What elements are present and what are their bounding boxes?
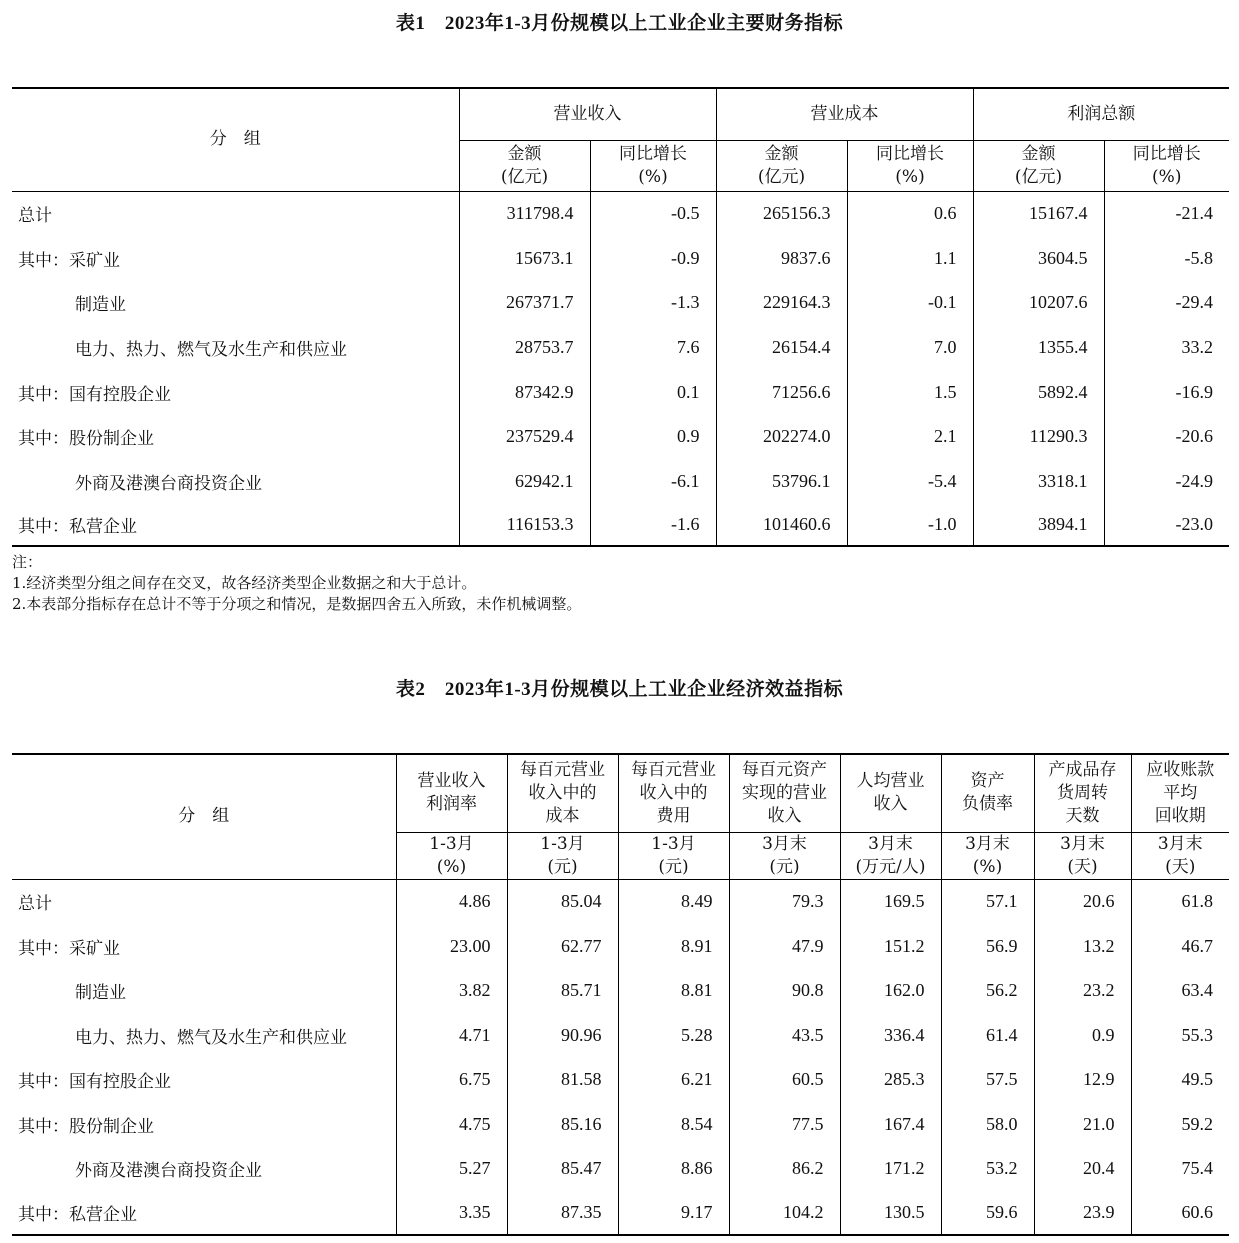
col-header	[1131, 754, 1229, 832]
sub-header-cell	[507, 832, 618, 879]
value-cell: 20.4	[1034, 1146, 1131, 1191]
table2-header-row	[12, 754, 1229, 832]
row-label: 制造业	[75, 983, 126, 1003]
sub-header-line1: 1-3月	[429, 833, 474, 854]
value-cell: 77.5	[729, 1102, 840, 1146]
value-cell: 7.0	[847, 325, 973, 370]
row-label: 总计	[18, 206, 52, 227]
row-label: 其中：私营企业	[18, 517, 137, 537]
value-cell: 5.27	[396, 1146, 507, 1191]
sub-header-line2: (元)	[658, 856, 689, 877]
value-cell: 71256.6	[716, 370, 847, 414]
value-cell: 167.4	[840, 1102, 941, 1146]
value-cell: 46.7	[1131, 924, 1229, 968]
col-header	[941, 754, 1034, 832]
table1-financial-indicators	[12, 87, 1229, 547]
value-cell: 162.0	[840, 968, 941, 1013]
value-cell: 171.2	[840, 1146, 941, 1191]
group-header: 分 组	[12, 754, 396, 879]
sub-header-cell	[716, 140, 847, 191]
value-cell: 12.9	[1034, 1057, 1131, 1102]
col-header-line: 利润率	[426, 794, 477, 815]
value-cell: 104.2	[729, 1191, 840, 1235]
sub-header-cell	[973, 140, 1104, 191]
value-cell: 23.2	[1034, 968, 1131, 1013]
value-cell: -0.9	[590, 236, 716, 280]
value-cell: 63.4	[1131, 968, 1229, 1013]
sub-header-line1: 3月末	[762, 833, 807, 854]
value-cell: 6.21	[618, 1057, 729, 1102]
row-label: 制造业	[75, 295, 126, 315]
col-header-line: 人均营业	[856, 771, 925, 792]
value-cell: 8.81	[618, 968, 729, 1013]
value-cell: 116153.3	[459, 504, 590, 546]
sub-header-cell	[1131, 832, 1229, 879]
value-cell: 15167.4	[973, 191, 1104, 236]
table-row	[12, 504, 1229, 546]
row-label: 总计	[18, 894, 52, 915]
sub-header-cell	[459, 140, 590, 191]
value-cell: 3318.1	[973, 459, 1104, 504]
col-header-line: 收入	[873, 794, 908, 815]
value-cell: 0.6	[847, 191, 973, 236]
value-cell: 85.47	[507, 1146, 618, 1191]
note-item-1: 1.经济类型分组之间存在交叉，故各经济类型企业数据之和大于总计。	[12, 574, 477, 592]
value-cell: 59.6	[941, 1191, 1034, 1235]
col-header-line: 成本	[545, 805, 580, 826]
table-row	[12, 924, 1229, 968]
sub-header-cell	[729, 832, 840, 879]
col-group-cost: 营业成本	[716, 88, 973, 140]
value-cell: 9837.6	[716, 236, 847, 280]
value-cell: 1.5	[847, 370, 973, 414]
value-cell: 21.0	[1034, 1102, 1131, 1146]
value-cell: 62.77	[507, 924, 618, 968]
sub-header-cell	[618, 832, 729, 879]
row-label: 外商及港澳台商投资企业	[75, 474, 262, 494]
sub-header-line1: 3月末	[868, 833, 913, 854]
value-cell: 79.3	[729, 879, 840, 924]
value-cell: 7.6	[590, 325, 716, 370]
sub-header-line2: (%)	[436, 856, 467, 877]
value-cell: 5892.4	[973, 370, 1104, 414]
value-cell: 15673.1	[459, 236, 590, 280]
value-cell: 11290.3	[973, 414, 1104, 459]
value-cell: 53.2	[941, 1146, 1034, 1191]
group-header: 分 组	[12, 88, 459, 191]
value-cell: 85.71	[507, 968, 618, 1013]
col-header-line: 负债率	[962, 794, 1013, 815]
value-cell: 265156.3	[716, 191, 847, 236]
sub-header-line1: 1-3月	[540, 833, 585, 854]
value-cell: -1.6	[590, 504, 716, 546]
col-header	[840, 754, 941, 832]
value-cell: 1355.4	[973, 325, 1104, 370]
value-cell: 6.75	[396, 1057, 507, 1102]
value-cell: 59.2	[1131, 1102, 1229, 1146]
col-header	[396, 754, 507, 832]
value-cell: -20.6	[1104, 414, 1229, 459]
col-header-line: 货周转	[1057, 782, 1108, 803]
value-cell: 55.3	[1131, 1013, 1229, 1057]
sub-header-line1: 同比增长	[876, 143, 944, 164]
sub-header-cell	[847, 140, 973, 191]
sub-header-line1: 3月末	[1060, 833, 1105, 854]
col-group-revenue: 营业收入	[459, 88, 716, 140]
table-row	[12, 280, 1229, 325]
value-cell: 336.4	[840, 1013, 941, 1057]
col-header-line: 费用	[656, 805, 691, 826]
value-cell: 202274.0	[716, 414, 847, 459]
col-header-line: 产成品存	[1048, 759, 1117, 780]
col-header-line: 收入中的	[639, 782, 708, 803]
value-cell: 3894.1	[973, 504, 1104, 546]
value-cell: 85.04	[507, 879, 618, 924]
row-label: 电力、热力、燃气及水生产和供应业	[75, 1027, 347, 1048]
value-cell: 87.35	[507, 1191, 618, 1235]
table-row	[12, 236, 1229, 280]
sub-header-line2: (亿元)	[500, 166, 549, 187]
value-cell: 26154.4	[716, 325, 847, 370]
sub-header-line2: (亿元)	[757, 166, 806, 187]
value-cell: 285.3	[840, 1057, 941, 1102]
sub-header-line2: (亿元)	[1014, 166, 1063, 187]
value-cell: 9.17	[618, 1191, 729, 1235]
table1-notes	[12, 552, 1222, 615]
value-cell: 57.1	[941, 879, 1034, 924]
sub-header-line2: (%)	[1152, 166, 1182, 187]
table-row	[12, 1146, 1229, 1191]
value-cell: 267371.7	[459, 280, 590, 325]
value-cell: 56.9	[941, 924, 1034, 968]
value-cell: 0.1	[590, 370, 716, 414]
value-cell: 87342.9	[459, 370, 590, 414]
col-header	[618, 754, 729, 832]
sub-header-line2: (天)	[1067, 856, 1098, 877]
value-cell: 57.5	[941, 1057, 1034, 1102]
col-header-line: 实现的营业	[742, 782, 827, 803]
value-cell: 1.1	[847, 236, 973, 280]
value-cell: 43.5	[729, 1013, 840, 1057]
sub-header-cell	[941, 832, 1034, 879]
sub-header-line1: 3月末	[965, 833, 1010, 854]
table-row	[12, 1013, 1229, 1057]
value-cell: -1.3	[590, 280, 716, 325]
col-header-line: 每百元营业	[631, 759, 716, 780]
value-cell: 58.0	[941, 1102, 1034, 1146]
value-cell: 311798.4	[459, 191, 590, 236]
value-cell: 86.2	[729, 1146, 840, 1191]
value-cell: -1.0	[847, 504, 973, 546]
value-cell: -23.0	[1104, 504, 1229, 546]
sub-header-line2: (元)	[547, 856, 578, 877]
row-label: 其中：股份制企业	[18, 429, 154, 449]
table-row	[12, 325, 1229, 370]
value-cell: 53796.1	[716, 459, 847, 504]
value-cell: 60.5	[729, 1057, 840, 1102]
col-header	[729, 754, 840, 832]
col-header-line: 每百元营业	[520, 759, 605, 780]
value-cell: 47.9	[729, 924, 840, 968]
value-cell: 101460.6	[716, 504, 847, 546]
sub-header-cell	[1034, 832, 1131, 879]
value-cell: 3.82	[396, 968, 507, 1013]
value-cell: 75.4	[1131, 1146, 1229, 1191]
sub-header-cell	[1104, 140, 1229, 191]
col-header-line: 收入中的	[528, 782, 597, 803]
sub-header-line2: (%)	[895, 166, 925, 187]
value-cell: 4.86	[396, 879, 507, 924]
col-header-line: 天数	[1065, 805, 1100, 826]
table1-body	[12, 191, 1229, 546]
sub-header-line1: 金额	[1021, 143, 1056, 164]
sub-header-cell	[590, 140, 716, 191]
value-cell: 8.91	[618, 924, 729, 968]
sub-header-line1: 同比增长	[1132, 143, 1201, 164]
sub-header-line2: (天)	[1165, 856, 1196, 877]
sub-header-line1: 金额	[764, 143, 799, 164]
sub-header-line2: (%)	[972, 856, 1003, 877]
table-row	[12, 191, 1229, 236]
table1-title: 表1 2023年1-3月份规模以上工业企业主要财务指标	[395, 13, 844, 34]
sub-header-line2: (万元/人)	[855, 856, 926, 877]
table-row	[12, 1191, 1229, 1235]
value-cell: 33.2	[1104, 325, 1229, 370]
table2-efficiency-indicators	[12, 753, 1229, 1236]
sub-header-line2: (%)	[638, 166, 668, 187]
value-cell: 61.8	[1131, 879, 1229, 924]
value-cell: -24.9	[1104, 459, 1229, 504]
value-cell: 49.5	[1131, 1057, 1229, 1102]
col-header-line: 应收账款	[1146, 759, 1215, 780]
row-label: 其中：私营企业	[18, 1205, 137, 1225]
value-cell: 10207.6	[973, 280, 1104, 325]
table-row	[12, 370, 1229, 414]
value-cell: 60.6	[1131, 1191, 1229, 1235]
table2-title: 表2 2023年1-3月份规模以上工业企业经济效益指标	[395, 679, 844, 700]
col-header	[507, 754, 618, 832]
row-label: 电力、热力、燃气及水生产和供应业	[75, 340, 347, 360]
table2-body	[12, 879, 1229, 1235]
value-cell: 4.75	[396, 1102, 507, 1146]
value-cell: -16.9	[1104, 370, 1229, 414]
value-cell: -29.4	[1104, 280, 1229, 325]
value-cell: 13.2	[1034, 924, 1131, 968]
value-cell: 61.4	[941, 1013, 1034, 1057]
col-header-line: 回收期	[1154, 805, 1206, 826]
col-header-line: 每百元资产	[742, 759, 827, 780]
table-row	[12, 1102, 1229, 1146]
table-row	[12, 414, 1229, 459]
value-cell: 2.1	[847, 414, 973, 459]
row-label: 其中：采矿业	[18, 250, 120, 271]
value-cell: 237529.4	[459, 414, 590, 459]
row-label: 其中：国有控股企业	[18, 1072, 171, 1092]
value-cell: 20.6	[1034, 879, 1131, 924]
value-cell: -5.4	[847, 459, 973, 504]
value-cell: 151.2	[840, 924, 941, 968]
value-cell: 56.2	[941, 968, 1034, 1013]
value-cell: 130.5	[840, 1191, 941, 1235]
sub-header-cell	[840, 832, 941, 879]
value-cell: -6.1	[590, 459, 716, 504]
table-row	[12, 459, 1229, 504]
table-row	[12, 968, 1229, 1013]
notes-heading: 注：	[12, 553, 43, 571]
value-cell: 169.5	[840, 879, 941, 924]
value-cell: 3.35	[396, 1191, 507, 1235]
value-cell: -5.8	[1104, 236, 1229, 280]
value-cell: 3604.5	[973, 236, 1104, 280]
col-header	[1034, 754, 1131, 832]
sub-header-line1: 金额	[507, 143, 542, 164]
value-cell: 85.16	[507, 1102, 618, 1146]
col-header-line: 资产	[970, 771, 1005, 792]
row-label: 其中：股份制企业	[18, 1116, 154, 1137]
value-cell: -0.1	[847, 280, 973, 325]
table-row	[12, 1057, 1229, 1102]
col-group-profit: 利润总额	[973, 88, 1229, 140]
row-label: 外商及港澳台商投资企业	[75, 1161, 262, 1181]
sub-header-line1: 3月末	[1157, 833, 1203, 854]
sub-header-line1: 同比增长	[619, 143, 687, 164]
value-cell: 23.9	[1034, 1191, 1131, 1235]
sub-header-line1: 1-3月	[651, 833, 696, 854]
value-cell: 5.28	[618, 1013, 729, 1057]
table-row	[12, 879, 1229, 924]
row-label: 其中：采矿业	[18, 938, 120, 959]
value-cell: 90.96	[507, 1013, 618, 1057]
col-header-line: 平均	[1163, 782, 1198, 803]
value-cell: 4.71	[396, 1013, 507, 1057]
value-cell: 0.9	[590, 414, 716, 459]
col-header-line: 营业收入	[417, 771, 486, 792]
value-cell: 90.8	[729, 968, 840, 1013]
value-cell: 28753.7	[459, 325, 590, 370]
value-cell: -0.5	[590, 191, 716, 236]
value-cell: 8.86	[618, 1146, 729, 1191]
sub-header-line2: (元)	[769, 856, 800, 877]
col-header-line: 收入	[767, 805, 802, 826]
value-cell: -21.4	[1104, 191, 1229, 236]
note-item-2: 2.本表部分指标存在总计不等于分项之和情况，是数据四舍五入所致，未作机械调整。	[12, 595, 582, 613]
sub-header-cell	[396, 832, 507, 879]
value-cell: 8.49	[618, 879, 729, 924]
value-cell: 23.00	[396, 924, 507, 968]
value-cell: 62942.1	[459, 459, 590, 504]
row-label: 其中：国有控股企业	[18, 384, 171, 405]
value-cell: 8.54	[618, 1102, 729, 1146]
value-cell: 0.9	[1034, 1013, 1131, 1057]
value-cell: 81.58	[507, 1057, 618, 1102]
value-cell: 229164.3	[716, 280, 847, 325]
